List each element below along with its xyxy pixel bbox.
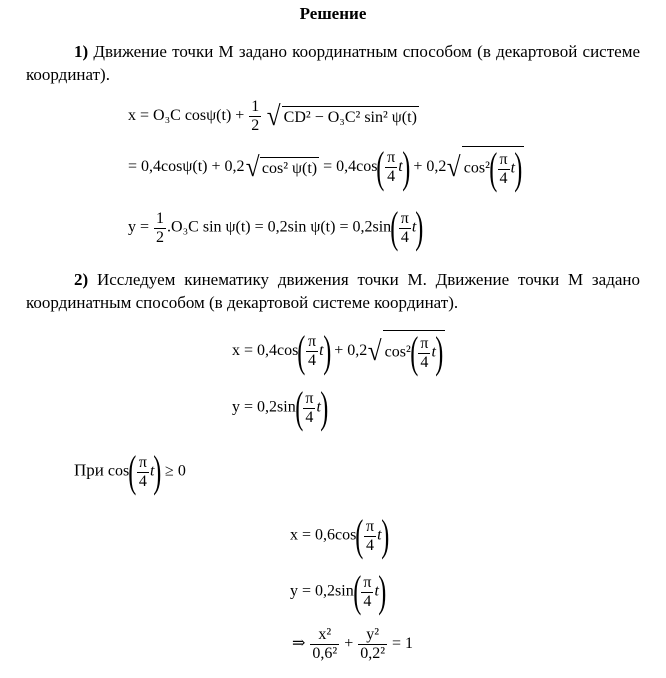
part2-number: 2) <box>74 270 89 289</box>
equation-ellipse: ⇒ $\frac{\text{x²}}{\text{0,6²}}$ + $\frac{\text{y²}}{\text{0,2²}}$ = 1 <box>292 626 414 662</box>
implies-symbol: ⇒ <box>292 635 306 653</box>
eq-line2-c: + 0,2 <box>409 158 447 176</box>
eq-x2-a: x = 0,4cos <box>232 342 299 360</box>
fraction-pi-over-4: $\frac{\pi}{4}$ <box>387 149 396 185</box>
part1-number: 1) <box>74 42 89 61</box>
equation-y-simplified: y = 0,2sin( $\frac{\pi}{4}$ t) <box>290 567 387 616</box>
fraction-x-squared: $\frac{\text{x²}}{\text{0,6²}}$ <box>312 626 338 662</box>
eq-y-mid: .O₃C sin ψ(t) = 0,2sin ψ(t) = 0,2sin <box>167 218 392 236</box>
eq-y3-a: y = 0,2sin <box>290 582 354 600</box>
eq-y2-a: y = 0,2sin <box>232 398 296 416</box>
equation-x-simplified: x = 0,6cos( $\frac{\pi}{4}$ t) <box>290 511 389 560</box>
fraction-half: $\frac{1}{2}$ <box>251 98 260 134</box>
paragraph-part2 <box>26 268 640 314</box>
eq-line2-b: = 0,4cos <box>319 158 378 176</box>
fraction-half-y: $\frac{1}{2}$ <box>156 209 165 246</box>
cond-ge: ≥ 0 <box>161 462 186 480</box>
eq-x2-b: + 0,2 <box>330 342 368 360</box>
eq-x3-a: x = 0,6cos <box>290 526 357 544</box>
sqrt-cos-psi: √ cos² ψ(t) <box>245 151 318 183</box>
page-title: Решение <box>299 4 367 23</box>
part1-text: Движение точки М задано координатным способом (в декартовой системе координат). <box>26 42 640 84</box>
fraction-y-squared: $\frac{\text{y²}}{\text{0,2²}}$ <box>360 626 386 662</box>
sqrt-expression: √ CD² − O₃C² sin² ψ(t) <box>267 100 417 132</box>
sqrt-cos-squared: √ cos²( $\frac{\pi}{4}$ t) <box>447 144 523 193</box>
eq-line2-a: = 0,4cosψ(t) + 0,2 <box>128 158 245 176</box>
part2-text: Исследуем кинематику движения точки М. Движение точки М задано координатным способом (в декартовой системе координат). <box>26 270 640 312</box>
equation-y-part2: y = 0,2sin( $\frac{\pi}{4}$ t) <box>232 383 329 432</box>
paragraph-part1 <box>26 40 640 86</box>
cond-cos: cos <box>107 462 130 480</box>
equation-x-part2: x = 0,4cos( $\frac{\pi}{4}$ t) + 0,2√ cos²( $\frac{\pi}{4}$ t) <box>232 326 444 377</box>
sqrt-cos-squared-2: √ cos²( $\frac{\pi}{4}$ t) <box>368 328 444 377</box>
equation-y-general: y = $\frac{1}{2}$ .O₃C sin ψ(t) = 0,2sin ψ(t) = 0,2sin( $\frac{\pi}{4}$ t) <box>128 203 424 252</box>
eq-y-lhs: y = <box>128 218 154 236</box>
eq-x-lhs: x = O₃C cosψ(t) + <box>128 107 249 125</box>
equation-x-numeric: = 0,4cosψ(t) + 0,2√ cos² ψ(t) = 0,4cos( $\frac{\pi}{4}$ t) + 0,2√ cos²( $\frac{\pi}{4}$ t) <box>128 142 523 193</box>
condition-line: При cos( $\frac{\pi}{4}$ t) ≥ 0 <box>74 447 186 496</box>
equals-one: = 1 <box>388 635 414 653</box>
equation-x-general <box>128 98 419 135</box>
condition-prefix: При <box>74 460 104 480</box>
